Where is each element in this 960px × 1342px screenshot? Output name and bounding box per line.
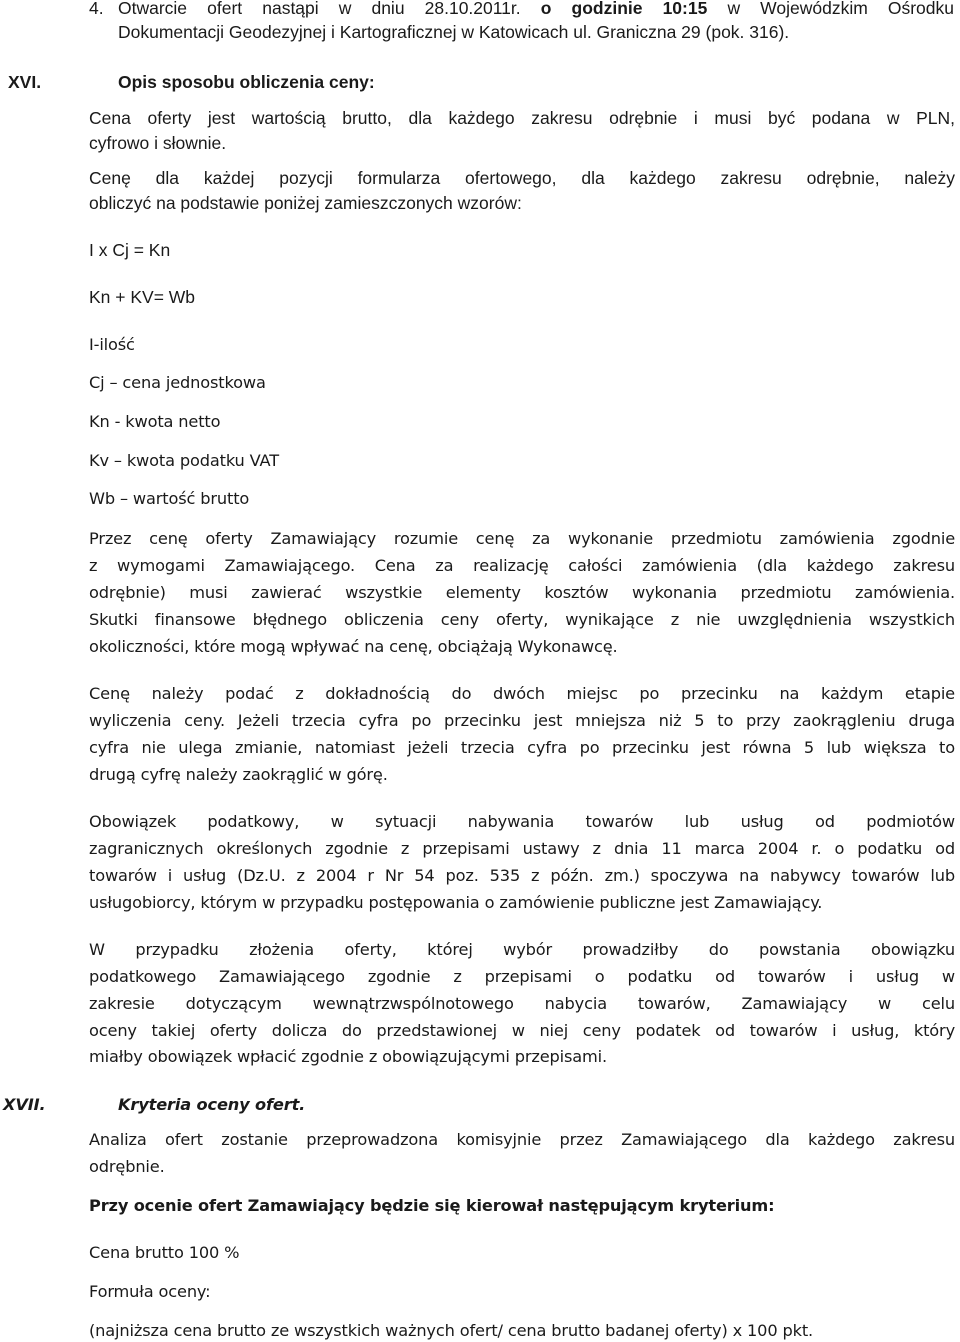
scoring-formula: (najniższa cena brutto ze wszystkich ważnych ofert/ cena brutto badanej oferty) x 100 pkt. [89,1321,814,1340]
s16-para6-line: zakresie dotyczącym wewnątrzwspólnotowego nabycia towarów, Zamawiający w celu [89,994,955,1013]
s16-para2-line-2: obliczyć na podstawie poniżej zamieszczonych wzorów: [89,193,522,213]
legend-item: Wb – wartość brutto [89,489,250,508]
s16-para5-line: towarów i usług (Dz.U. z 2004 r Nr 54 poz. 535 z późn. zm.) spoczywa na nabywcy towarów lub [89,866,955,885]
s16-para5-line: usługobiorcy, którym w przypadku postępowania o zamówienie publiczne jest Zamawiający. [89,893,823,912]
section-16-numeral: XVI. [8,72,42,92]
criterion: Cena brutto 100 % [89,1243,240,1262]
item-4-time: o godzinie 10:15 [540,0,708,18]
s16-para3-line: z wymogami Zamawiającego. Cena za realizację całości zamówienia (dla każdego zakresu [89,556,955,575]
s16-para3-line: okoliczności, które mogą wpływać na cenę, obciążają Wykonawcę. [89,637,618,656]
s16-para4-line: drugą cyfrę należy zaokrąglić w górę. [89,765,388,784]
item-4-number: 4. [89,0,104,18]
s17-para1-line-2: odrębnie. [89,1157,165,1176]
s16-para1-line-2: cyfrowo i słownie. [89,133,227,153]
s17-para1-line-1: Analiza ofert zostanie przeprowadzona komisyjnie przez Zamawiającego dla każdego zakresu [89,1130,955,1149]
s16-para5-line: zagranicznych określonych zgodnie z przepisami ustawy z dnia 11 marca 2004 r. o podatku od [89,839,955,858]
s16-para3-line: Przez cenę oferty Zamawiający rozumie cenę za wykonanie przedmiotu zamówienia zgodnie [89,529,955,548]
legend-item: Cj – cena jednostkowa [89,373,266,392]
s16-para6-line: W przypadku złożenia oferty, której wybór prowadziłby do powstania obowiązku [89,940,955,959]
s16-para3-line: Skutki finansowe błędnego obliczenia ceny oferty, wynikające z nie uwzględnienia wszystkich [89,610,955,629]
s16-para4-line: cyfra nie ulega zmianie, natomiast jeżeli trzecia cyfra po przecinku jest równa 5 lub większa to [89,738,955,757]
s16-para6-line: podatkowego Zamawiającego zgodnie z przepisami o podatku od towarów i usług w [89,967,955,986]
s16-para3-line: odrębnie) musi zawierać wszystkie elementy kosztów wykonania przedmiotu zamówienia. [89,583,955,602]
s16-para6-line: miałby obowiązek wpłacić zgodnie z obowiązującymi przepisami. [89,1047,608,1066]
section-16-title: Opis sposobu obliczenia ceny: [118,72,375,92]
s16-para4-line: wyliczenia ceny. Jeżeli trzecia cyfra po przecinku jest mniejsza niż 5 to przy zaokrągleniu druga [89,711,955,730]
s16-para4-line: Cenę należy podać z dokładnością do dwóch miejsc po przecinku na każdym etapie [89,684,955,703]
formula-1: I x Cj = Kn [89,240,171,260]
legend-item: Kn - kwota netto [89,412,221,431]
item-4-line-2: Dokumentacji Geodezyjnej i Kartograficznej w Katowicach ul. Graniczna 29 (pok. 316). [118,22,790,42]
formula-label: Formuła oceny: [89,1282,211,1301]
item-4-text-a: Otwarcie ofert nastąpi w dniu 28.10.2011r. [118,0,521,18]
item-4-text-b: w Wojewódzkim Ośrodku [727,0,955,18]
criterion-heading: Przy ocenie ofert Zamawiający będzie się kierował następującym kryterium: [89,1196,775,1215]
section-17-title: Kryteria oceny ofert. [118,1095,306,1114]
s16-para6-line: oceny takiej oferty dolicza do przedstawionej w niej ceny podatek od towarów i usług, który [89,1021,955,1040]
formula-2: Kn + KV= Wb [89,287,196,307]
s16-para1-line-1: Cena oferty jest wartością brutto, dla każdego zakresu odrębnie i musi być podana w PLN, [89,108,955,128]
section-17-numeral: XVII. [3,1095,46,1114]
item-4-line-1 [118,0,954,19]
legend-item: Kv – kwota podatku VAT [89,451,279,470]
legend-item: I-ilość [89,335,135,354]
s16-para5-line: Obowiązek podatkowy, w sytuacji nabywania towarów lub usług od podmiotów [89,812,955,831]
s16-para2-line-1: Cenę dla każdej pozycji formularza ofertowego, dla każdego zakresu odrębnie, należy [89,168,955,188]
